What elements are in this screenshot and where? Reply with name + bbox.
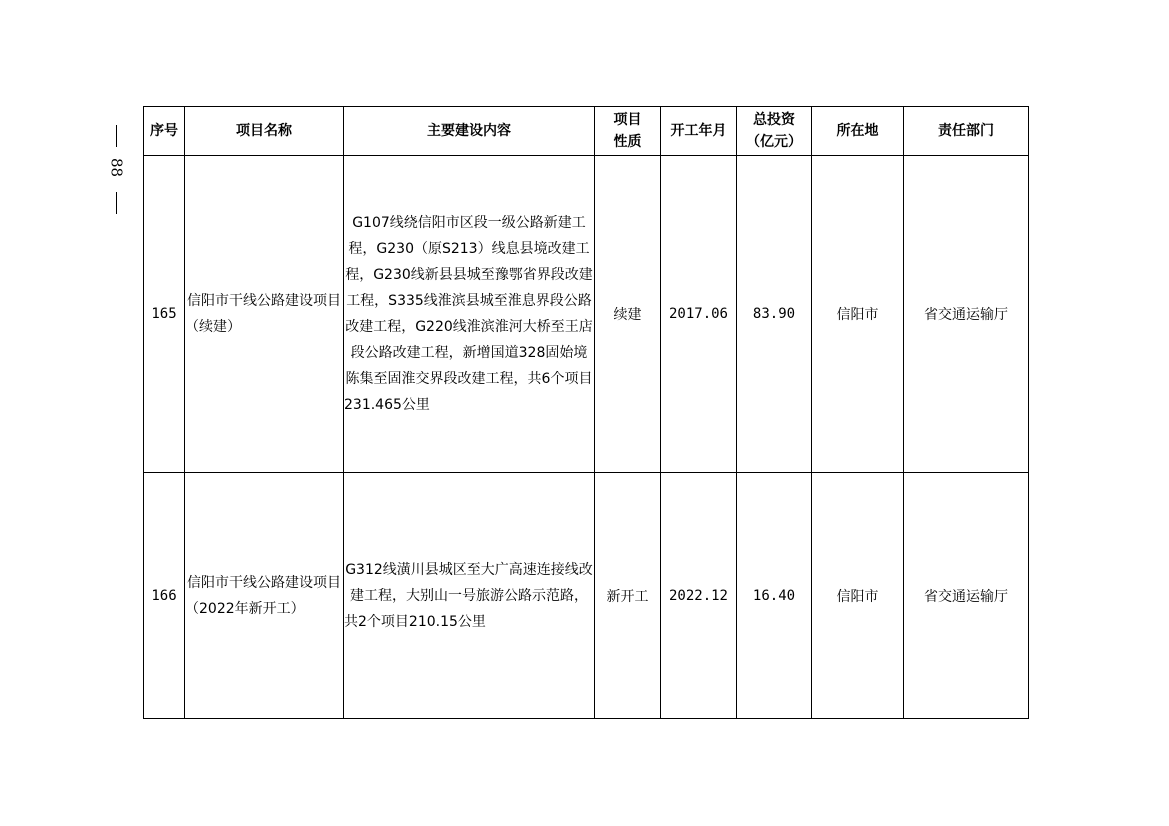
cell-dept: 省交通运输厅 (904, 156, 1029, 473)
cell-content: G312线潢川县城区至大广高速连接线改建工程，大别山一号旅游公路示范路，共2个项目210.15公里 (344, 473, 595, 719)
header-invest (737, 107, 812, 156)
cell-location: 信阳市 (812, 156, 904, 473)
cell-nature: 新开工 (595, 473, 661, 719)
header-location: 所在地 (812, 107, 904, 156)
cell-seq: 166 (144, 473, 185, 719)
header-nature (595, 107, 661, 156)
cell-invest: 16.40 (737, 473, 812, 719)
cell-start: 2022.12 (661, 473, 737, 719)
header-seq: 序号 (144, 107, 185, 156)
header-dept: 责任部门 (904, 107, 1029, 156)
project-table (143, 106, 1029, 719)
cell-invest: 83.90 (737, 156, 812, 473)
cell-seq: 165 (144, 156, 185, 473)
header-invest-line2: （亿元） (746, 134, 802, 150)
header-name: 项目名称 (185, 107, 344, 156)
page-number-dash-top (116, 125, 117, 147)
cell-location: 信阳市 (812, 473, 904, 719)
table-header-row (144, 107, 1029, 156)
cell-name: 信阳市干线公路建设项目（2022年新开工） (185, 473, 344, 719)
header-start: 开工年月 (661, 107, 737, 156)
page-number (92, 125, 142, 215)
header-invest-line1: 总投资 (753, 112, 795, 128)
cell-start: 2017.06 (661, 156, 737, 473)
header-nature-line2: 性质 (613, 134, 642, 150)
header-content: 主要建设内容 (344, 107, 595, 156)
cell-content: G107线绕信阳市区段一级公路新建工程，G230（原S213）线息县境改建工程，G230线新县县城至豫鄂省界段改建工程，S335线淮滨县城至淮息界段公路改建工程，G220线淮滨淮河大桥至王店段公路改建工程，新增国道328固始境陈集至固淮交界段改建工程，共6个项目231.465公里 (344, 156, 595, 473)
table-row (144, 473, 1029, 719)
table-row (144, 156, 1029, 473)
page-number-text: 88 (107, 157, 126, 178)
cell-name: 信阳市干线公路建设项目（续建） (185, 156, 344, 473)
page-number-dash-bottom (116, 192, 117, 214)
header-nature-line1: 项目 (613, 112, 642, 128)
cell-nature: 续建 (595, 156, 661, 473)
cell-dept: 省交通运输厅 (904, 473, 1029, 719)
